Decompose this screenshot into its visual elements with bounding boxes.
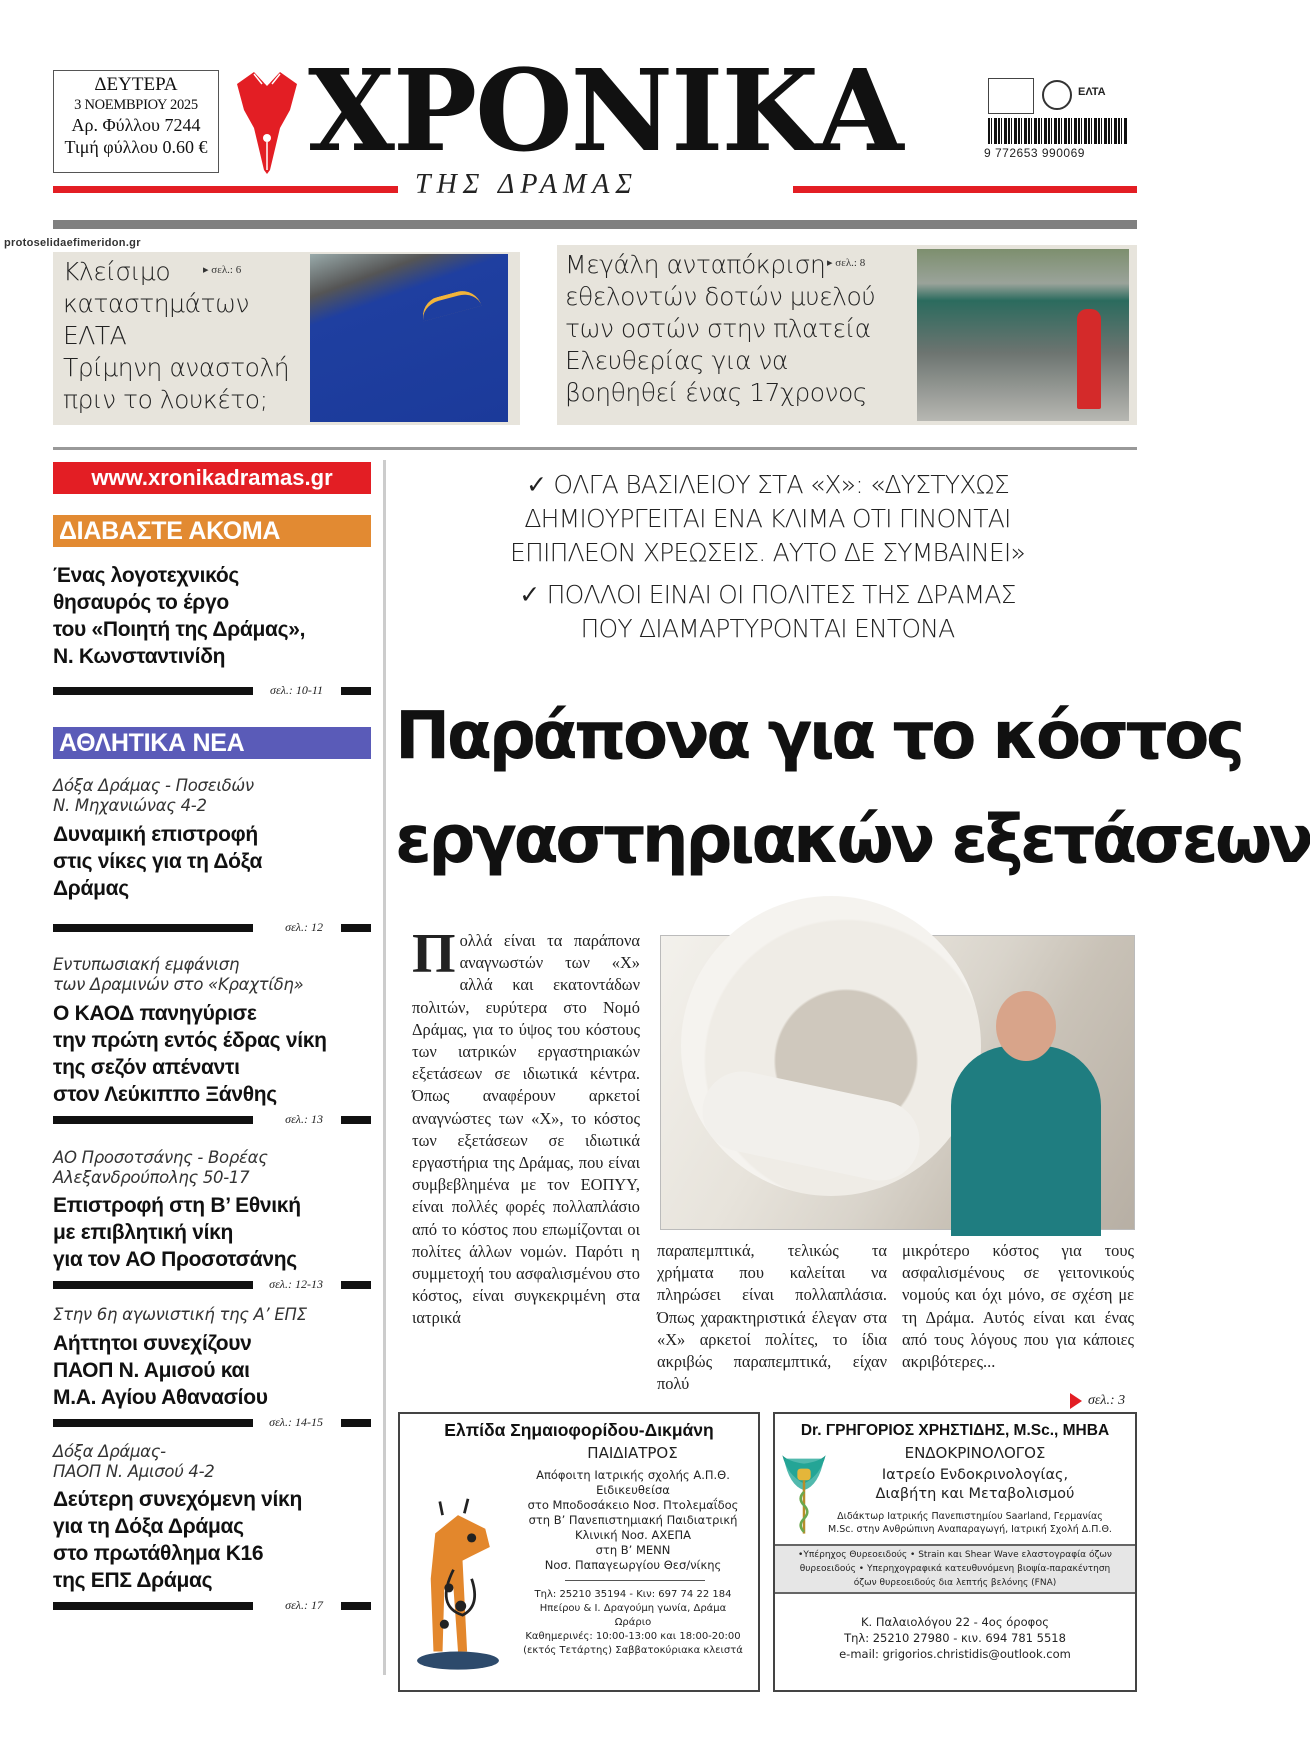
newspaper-subtitle: ΤΗΣ ΔΡΑΜΑΣ — [415, 169, 639, 200]
page-ref: σελ.: 14-15 — [269, 1415, 323, 1429]
teaser-line: Τρίμηνη αναστολή — [63, 353, 290, 382]
grey-divider — [53, 220, 1137, 229]
giraffe-doctor-icon — [408, 1469, 508, 1684]
page-ref-bar — [53, 920, 371, 934]
sports-headline[interactable]: Δεύτερη συνεχόμενη νίκη για τη Δόξα Δράμας στο πρωτάθλημα Κ16 της ΕΠΣ Δράμας — [53, 1488, 302, 1592]
red-rule-right — [793, 186, 1137, 193]
issue-number: Αρ. Φύλλου 7244 — [71, 115, 201, 135]
grey-divider-thin — [53, 447, 1137, 450]
headline-line: Ένας λογοτεχνικός — [53, 564, 240, 587]
sports-headline[interactable]: Ο ΚΑΟΔ πανηγύρισε την πρώτη εντός έδρας νίκη της σεζόν απέναντι στον Λεύκιππο Ξάνθης — [53, 1002, 327, 1106]
issue-date: 3 ΝΟΕΜΒΡΙΟΥ 2025 — [74, 97, 198, 113]
sports-kicker: Δόξα Δράμας - Ποσειδών Ν. Μηχανιώνας 4-2 — [53, 776, 254, 815]
ad-contact: Κ. Παλαιολόγου 22 - 4ος όροφος Τηλ: 25210 27980 - κιν. 694 781 5518 e-mail: grigorios.christidis@outlook.com — [839, 1615, 1071, 1661]
headline-line: θησαυρός το έργο — [53, 591, 229, 614]
section-sports-news: ΑΘΛΗΤΙΚΑ ΝΕΑ — [53, 727, 371, 759]
ad-endocrinologist[interactable] — [773, 1412, 1137, 1692]
article-text: ολλά είναι τα παράπονα αναγνωστών των «Χ» αλλά και εκατοντάδων πολιτών, ευρύτερα στο Νομό Δράμας, για το ύψος του κόστους των ιατρικών εργαστηριακών εξετάσεων σε ιδιωτικά κέντρα. Όπως αναφέρουν αρκετοί αναγνώστες των «Χ», το κόστος των εξετάσεων σε ιδιωτικά εργαστήρια της Δράμας, που είναι συμβεβλημένα με τον ΕΟΠΥΥ, είναι πολλές φορές πολλαπλάσιο από το κόστος που επωμίζονται οι πολίτες άλλων νομών. Παρότι η συμμετοχή του ασφαλισμένου στο κόστος, είναι συγκεκριμένη στα ιατρικά — [412, 931, 640, 1328]
teaser-line: Ελευθερίας για να — [565, 346, 788, 375]
page-ref: σελ.: 12-13 — [269, 1277, 323, 1291]
page-ref: σελ.: 17 — [285, 1598, 323, 1612]
teaser-line: εθελοντών δοτών μυελού — [565, 282, 876, 311]
elta-logo: ΕΛΤΑ — [1078, 86, 1106, 98]
ad-services-band — [775, 1544, 1135, 1594]
barcode-area — [984, 78, 1138, 163]
teaser-elta[interactable] — [53, 252, 520, 425]
main-subhead-2: ✓ ΠΟΛΛΟΙ ΕΙΝΑΙ ΟΙ ΠΟΛΙΤΕΣ ΤΗΣ ΔΡΑΜΑΣ ΠΟΥ ΔΙΑΜΑΡΤΥΡΟΝΤΑΙ ΕΝΤΟΝΑ — [519, 580, 1016, 643]
page-ref-bar — [53, 1277, 371, 1291]
sports-kicker: Δόξα Δράμας- ΠΑΟΠ Ν. Αμισού 4-2 — [53, 1442, 215, 1481]
elta-sign-photo — [310, 254, 508, 422]
postal-seal-icon — [1042, 80, 1072, 110]
main-headline[interactable]: Παράπονα για το κόστος εργαστηριακών εξετάσεων — [395, 697, 1310, 878]
ad-credentials: Διδάκτωρ Ιατρικής Πανεπιστημίου Saarland, Γερμανίας M.Sc. στην Ανθρώπινη Αναπαραγωγή, Ιατρική Σχολή Δ.Π.Θ. — [828, 1511, 1112, 1535]
teaser-line: πριν το λουκέτο; — [63, 385, 268, 414]
red-rule-left — [53, 186, 398, 193]
page-ref-bar — [53, 683, 371, 697]
sports-headline[interactable]: Δυναμική επιστροφή στις νίκες για τη Δόξα Δράμας — [53, 823, 263, 900]
issue-price: Τιμή φύλλου 0.60 € — [64, 137, 208, 157]
ad-specialty: ΕΝΔΟΚΡΙΝΟΛΟΓΟΣ — [904, 1444, 1046, 1462]
page-ref-bar — [53, 1112, 371, 1126]
teaser-line: των οστών στην πλατεία — [565, 314, 871, 343]
continued-page-ref[interactable]: σελ.: 3 — [1088, 1393, 1126, 1408]
page-ref: σελ.: 12 — [285, 920, 323, 934]
newspaper-title: ΧΡΟΝΙΚΑ — [308, 46, 902, 177]
ad-divider — [565, 1580, 705, 1581]
sports-kicker: ΑΟ Προσοτσάνης - Βορέας Αλεξανδρούπολης 50-17 — [53, 1148, 268, 1187]
ad-credentials: Απόφοιτη Ιατρικής σχολής Α.Π.Θ. Ειδικευθείσα στο Μποδοσάκειο Νοσ. Πτολεμαΐδος στη Β’ Πανεπιστημιακή Παιδιατρική Κλινική Νοσ. ΑΧΕΠΑ στη Β’ ΜΕΝΝ Νοσ. Παπαγεωργίου Θεσ/νίκης — [527, 1468, 739, 1572]
ad-specialty: ΠΑΙΔΙΑΤΡΟΣ — [587, 1444, 678, 1462]
teaser-line: καταστημάτων — [63, 289, 249, 318]
page-ref: σελ.: 13 — [285, 1112, 323, 1126]
barcode-number: 9 772653 990069 — [984, 146, 1085, 160]
drop-cap: Π — [412, 923, 456, 985]
ad-pediatrician[interactable] — [398, 1412, 760, 1692]
teaser-page-ref: ▸ σελ.: 8 — [827, 257, 866, 269]
teaser-line: ΕΛΤΑ — [63, 321, 127, 350]
ad-clinic: Ιατρείο Ενδοκρινολογίας, Διαβήτη και Μεταβολισμού — [875, 1467, 1075, 1502]
sports-headline[interactable]: Αήττητοι συνεχίζουν ΠΑΟΠ Ν. Αμισού και Μ.Α. Αγίου Αθανασίου — [53, 1332, 268, 1409]
barcode — [988, 118, 1128, 144]
website-link[interactable]: www.xronikadramas.gr — [53, 462, 371, 494]
mri-scan-photo — [660, 935, 1135, 1230]
continue-arrow-icon — [1070, 1393, 1082, 1409]
ad-doctor-name: Dr. ΓΡΗΓΟΡΙΟΣ ΧΡΗΣΤΙΔΗΣ, M.Sc., MHBA — [800, 1422, 1110, 1439]
column-divider — [383, 460, 386, 1675]
issue-day: ΔΕΥΤΕΡΑ — [94, 74, 178, 95]
teaser-bone-marrow[interactable] — [557, 245, 1137, 425]
main-subhead-1: ✓ ΟΛΓΑ ΒΑΣΙΛΕΙΟΥ ΣΤΑ «Χ»: «ΔΥΣΤΥΧΩΣ ΔΗΜΙΟΥΡΓΕΙΤΑΙ ΕΝΑ ΚΛΙΜΑ ΟΤΙ ΓΙΝΟΝΤΑΙ ΕΠΙΠΛΕΟΝ ΧΡΕΩΣΕΙΣ. ΑΥΤΟ ΔΕ ΣΥΜΒΑΙΝΕΙ» — [510, 470, 1025, 567]
article-column-1 — [412, 923, 640, 1330]
issue-info-box — [53, 70, 219, 173]
postage-label — [988, 78, 1034, 114]
article-text: μικρότερο κόστος για τους ασφαλισμένους σε γειτονικούς νομούς και όχι μόνο, σε σχέση με τη Δράμα. Αυτός είναι και ένας από τους λόγους που για κάποιες ακριβότερες... — [902, 1241, 1134, 1372]
page-ref-bar — [53, 1598, 371, 1612]
sports-kicker: Στην 6η αγωνιστική της Α’ ΕΠΣ — [53, 1305, 307, 1324]
page-ref: σελ.: 10-11 — [270, 683, 323, 697]
sports-kicker: Εντυπωσιακή εμφάνιση των Δραμινών στο «Κραχτίδη» — [53, 955, 304, 994]
article-column-2: παραπεμπτικά, τελικώς τα χρήματα που καλείται να πληρώσει είναι πολλαπλάσια. Όπως χαρακτηριστικά έλεγαν στα «Χ» αρκετοί πολίτες, το ίδια ακριβώς παραπεμπτικά, είχαν πολύ — [657, 1241, 887, 1394]
article-column-3 — [902, 1240, 1134, 1396]
section-read-more: ΔΙΑΒΑΣΤΕ ΑΚΟΜΑ — [53, 515, 371, 547]
read-more-headline[interactable] — [53, 562, 378, 670]
teaser-line: Μεγάλη ανταπόκριση — [565, 250, 826, 279]
ad-contact: Τηλ: 25210 35194 - Κιν: 697 74 22 184 Ηπείρου & Ι. Δραγούμη γωνία, Δράμα Ωράριο Καθημερινές: 10:00-13:00 και 18:00-20:00 (εκτός Τετάρτης) Σαββατοκύριακα κλειστά — [523, 1589, 743, 1656]
headline-line: του «Ποιητή της Δράμας», — [53, 618, 306, 641]
teaser-line: βοηθηθεί ένας 17χρονος — [565, 378, 867, 407]
square-volunteers-photo — [917, 249, 1129, 421]
ad-services: •Υπέρηχος Θυρεοειδούς • Strain και Shear Wave ελαστογραφία όζων θυρεοειδούς • Υπερηχογραφικά κατευθυνόμενη βιοψία-παρακέντηση όζων θυρεοειδούς δια λεπτής βελόνης (FNA) — [798, 1550, 1112, 1588]
sports-headline[interactable]: Επιστροφή στη Β’ Εθνική με επιβλητική νίκη για τον ΑΟ Προσοτσάνης — [53, 1194, 301, 1271]
teaser-page-ref: ▸ σελ.: 6 — [203, 264, 242, 276]
teaser-line: Κλείσιμο — [63, 257, 171, 286]
watermark: protoselidaefimeridon.gr — [0, 236, 145, 251]
page-ref-bar — [53, 1415, 371, 1429]
headline-line: Ν. Κωνσταντινίδη — [53, 645, 226, 668]
ad-doctor-name: Ελπίδα Σημαιοφορίδου-Δικμάνη — [444, 1420, 714, 1440]
pen-nib-book-logo-icon — [232, 66, 302, 176]
